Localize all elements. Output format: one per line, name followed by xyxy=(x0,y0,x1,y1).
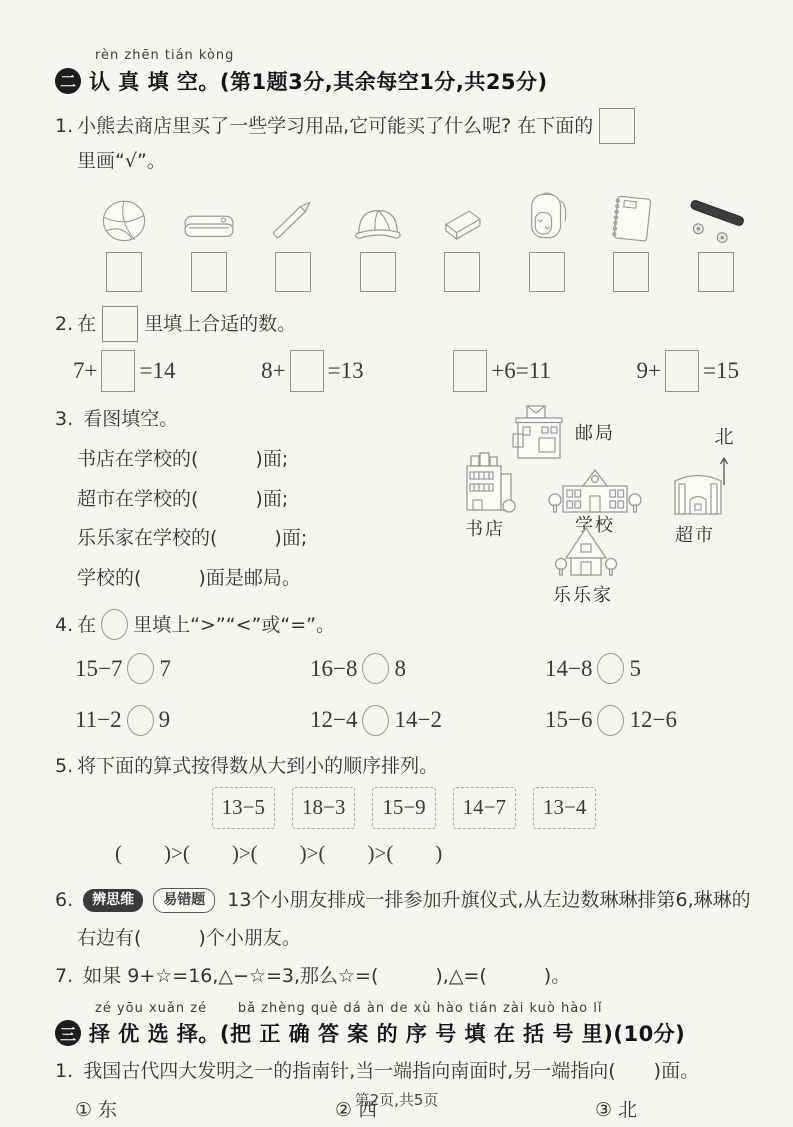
section3-header xyxy=(55,1018,753,1048)
compare-circle[interactable] xyxy=(362,653,389,684)
north-label: 北 xyxy=(714,425,734,448)
equation: 7+ =14 xyxy=(73,350,175,392)
q2-example-box xyxy=(102,306,138,342)
section2-title: 认 真 填 空。(第1题3分,其余每空1分,共25分) xyxy=(89,69,548,94)
answer-checkbox[interactable] xyxy=(529,252,565,292)
answer-checkbox[interactable] xyxy=(613,252,649,292)
q3-number: 3. xyxy=(55,407,74,430)
q2-text-after: 里填上合适的数。 xyxy=(144,312,297,335)
q1-number: 1. xyxy=(55,114,74,137)
expression-box: 18−3 xyxy=(292,787,355,829)
question-1 xyxy=(55,108,753,292)
q4-text-after: 里填上“>”“<”或“=”。 xyxy=(133,613,335,636)
expression-box: 14−7 xyxy=(453,787,516,829)
notebook-icon xyxy=(600,186,662,246)
q3-line-2: 超市在学校的( )面; xyxy=(77,487,289,510)
post-office-label: 邮局 xyxy=(575,422,615,444)
equation: 8+ =13 xyxy=(261,350,363,392)
bookstore-label: 书店 xyxy=(465,518,505,540)
q2-equations-row xyxy=(55,350,753,392)
compare-circle[interactable] xyxy=(597,705,624,736)
compare-circle[interactable] xyxy=(127,653,154,684)
fill-in-box[interactable] xyxy=(453,350,487,392)
cap-icon xyxy=(347,186,409,246)
eraser-icon xyxy=(431,186,493,246)
school-icon xyxy=(547,462,643,514)
question-3 xyxy=(55,400,753,604)
answer-checkbox[interactable] xyxy=(106,252,142,292)
post-office-icon xyxy=(511,402,569,460)
error-prone-badge: 易错题 xyxy=(153,888,215,913)
q1-text: 小熊去商店里买了一些学习用品,它可能买了什么呢? 在下面的 xyxy=(77,114,594,137)
q6-number: 6. xyxy=(55,888,74,911)
q1-text-line2: 里画“√”。 xyxy=(77,149,166,172)
q2-number: 2. xyxy=(55,312,74,335)
q1-items-row xyxy=(55,186,753,246)
thinking-badge: 辨思维 xyxy=(83,889,143,912)
comparison: 14−8 5 xyxy=(545,648,753,689)
supermarket-icon xyxy=(671,466,725,518)
q1-checkbox-row xyxy=(55,252,753,292)
s3-q1-number: 1. xyxy=(55,1060,74,1083)
volleyball-icon xyxy=(93,186,155,246)
answer-checkbox[interactable] xyxy=(444,252,480,292)
expression-box: 15−9 xyxy=(372,787,435,829)
pencil-case-icon xyxy=(178,186,240,246)
answer-checkbox[interactable] xyxy=(275,252,311,292)
q7-number: 7. xyxy=(55,964,74,987)
q4-comparisons xyxy=(55,648,753,741)
comparison: 15−7 7 xyxy=(75,648,310,689)
fill-in-box[interactable] xyxy=(665,350,699,392)
fill-in-box[interactable] xyxy=(290,350,324,392)
equation: 9+ =15 xyxy=(637,350,739,392)
q4-number: 4. xyxy=(55,613,74,636)
compare-circle[interactable] xyxy=(362,705,389,736)
option-east[interactable]: ① 东 xyxy=(75,1098,118,1121)
question-5 xyxy=(55,749,753,873)
q3-line-1: 书店在学校的( )面; xyxy=(77,447,289,470)
compare-circle[interactable] xyxy=(127,705,154,736)
section2-header xyxy=(55,66,753,96)
page-footer: 第2页,共5页 xyxy=(354,1091,439,1109)
home-label: 乐乐家 xyxy=(553,584,613,606)
expression-box: 13−4 xyxy=(533,787,596,829)
home-icon xyxy=(553,522,619,578)
q7-text: 如果 9+☆=16,△−☆=3,那么☆=( ),△=( )。 xyxy=(83,964,571,987)
skateboard-icon xyxy=(685,186,747,246)
bookstore-icon xyxy=(459,448,517,514)
q6-text: 13个小朋友排成一排参加升旗仪式,从左边数琳琳排第6,琳琳的右边有( )个小朋友。 xyxy=(77,888,751,949)
comparison: 11−2 9 xyxy=(75,699,310,740)
section3-pinyin: zé yōu xuǎn zé bǎ zhèng què dá àn de xù hào tián zài kuò hào lǐ xyxy=(95,1000,603,1016)
school-label: 学校 xyxy=(575,514,615,536)
q4-text-before: 在 xyxy=(77,613,97,636)
comparison: 12−4 14−2 xyxy=(310,699,545,740)
expression-box: 13−5 xyxy=(212,787,275,829)
question-2 xyxy=(55,306,753,392)
section2-pinyin: rèn zhēn tián kòng xyxy=(95,48,235,63)
answer-checkbox[interactable] xyxy=(360,252,396,292)
equation: +6=11 xyxy=(449,350,551,392)
q5-answer-line[interactable]: ( )>( )>( )>( )>( ) xyxy=(115,840,443,865)
q3-title: 看图填空。 xyxy=(83,407,179,430)
question-7 xyxy=(55,959,753,993)
answer-checkbox[interactable] xyxy=(191,252,227,292)
comparison: 15−6 12−6 xyxy=(545,699,753,740)
q2-text-before: 在 xyxy=(77,312,97,335)
question-4 xyxy=(55,608,753,741)
pencil-icon xyxy=(262,186,324,246)
comparison: 16−8 8 xyxy=(310,648,545,689)
backpack-icon xyxy=(516,186,578,246)
q3-map xyxy=(451,402,751,604)
section3-title: 择 优 选 择。(把 正 确 答 案 的 序 号 填 在 括 号 里)(10分) xyxy=(89,1022,686,1047)
option-west[interactable]: ② 西 xyxy=(335,1098,378,1121)
q4-example-circle xyxy=(101,609,128,640)
fill-in-box[interactable] xyxy=(101,350,135,392)
option-north[interactable]: ③ 北 xyxy=(595,1098,638,1121)
q5-number: 5. xyxy=(55,754,74,777)
s3-q1-text: 我国古代四大发明之一的指南针,当一端指向南面时,另一端指向( )面。 xyxy=(83,1060,700,1083)
q5-expressions xyxy=(55,787,753,829)
compare-circle[interactable] xyxy=(597,653,624,684)
question-6 xyxy=(55,881,753,957)
section3-number-icon: 三 xyxy=(55,1020,81,1046)
q1-example-box xyxy=(599,108,635,144)
q3-line-4: 学校的( )面是邮局。 xyxy=(77,567,301,590)
answer-checkbox[interactable] xyxy=(698,252,734,292)
supermarket-label: 超市 xyxy=(675,524,715,546)
q5-title: 将下面的算式按得数从大到小的顺序排列。 xyxy=(77,754,439,777)
section2-number-icon: 二 xyxy=(55,68,81,94)
q3-line-3: 乐乐家在学校的( )面; xyxy=(77,527,308,550)
